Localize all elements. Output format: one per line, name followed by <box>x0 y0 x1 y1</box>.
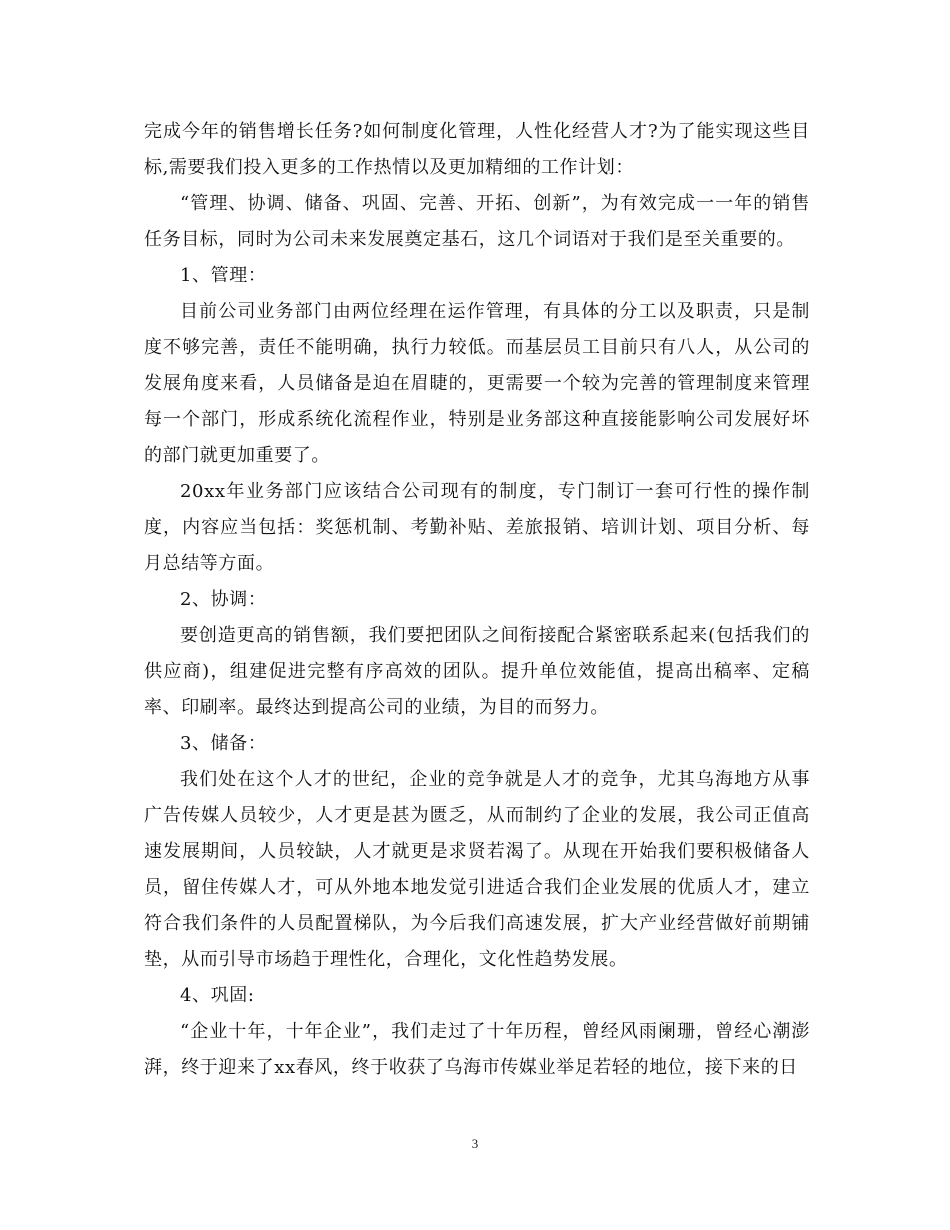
section-heading-reserve: 3、储备： <box>180 733 267 754</box>
paragraph-reserve: 我们处在这个人才的世纪，企业的竞争就是人才的竞争，尤其乌海地方从事广告传媒人员较少，人才更是甚为匮乏，从而制约了企业的发展，我公司正值高速发展期间，人员较缺，人才就更是求贤若渴了。从现在开始我们要积极储备人员，留住传媒人才，可从外地本地发觉引进适合我们企业发展的优质人才，建立符合我们条件的人员配置梯队，为今后我们高速发展，扩大产业经营做好前期铺垫，从而引导市场趋于理性化，合理化，文化性趋势发展。 <box>144 769 810 970</box>
page-number: 3 <box>471 1136 479 1151</box>
section-heading-management: 1、管理： <box>180 265 267 286</box>
section-heading-consolidate: 4、巩固: <box>180 985 255 1006</box>
paragraph-coordination: 要创造更高的销售额，我们要把团队之间衔接配合紧密联系起来(包括我们的供应商)，组建促进完整有序高效的团队。提升单位效能值，提高出稿率、定稿率、印刷率。最终达到提高公司的业绩，为目的而努力。 <box>144 625 810 718</box>
document-body <box>144 114 810 1086</box>
paragraph-1: 完成今年的销售增长任务?如何制度化管理，人性化经营人才?为了能实现这些目标,需要我们投入更多的工作热情以及更加精细的工作计划： <box>144 121 810 178</box>
paragraph-consolidate: “企业十年，十年企业”，我们走过了十年历程，曾经风雨阑珊，曾经心潮澎湃，终于迎来了xx春风，终于收获了乌海市传媒业举足若轻的地位，接下来的日 <box>144 1021 810 1078</box>
paragraph-2: “管理、协调、储备、巩固、完善、开拓、创新”，为有效完成一一年的销售任务目标，同时为公司未来发展奠定基石，这几个词语对于我们是至关重要的。 <box>144 193 810 250</box>
section-heading-coordination: 2、协调： <box>180 589 267 610</box>
paragraph-management-2: 20xx年业务部门应该结合公司现有的制度，专门制订一套可行性的操作制度，内容应当包括：奖惩机制、考勤补贴、差旅报销、培训计划、项目分析、每月总结等方面。 <box>144 481 810 574</box>
paragraph-management-1: 目前公司业务部门由两位经理在运作管理，有具体的分工以及职责，只是制度不够完善，责任不能明确，执行力较低。而基层员工目前只有八人，从公司的发展角度来看，人员储备是迫在眉睫的，更需要一个较为完善的管理制度来管理每一个部门，形成系统化流程作业，特别是业务部这种直接能影响公司发展好坏的部门就更加重要了。 <box>144 301 810 466</box>
